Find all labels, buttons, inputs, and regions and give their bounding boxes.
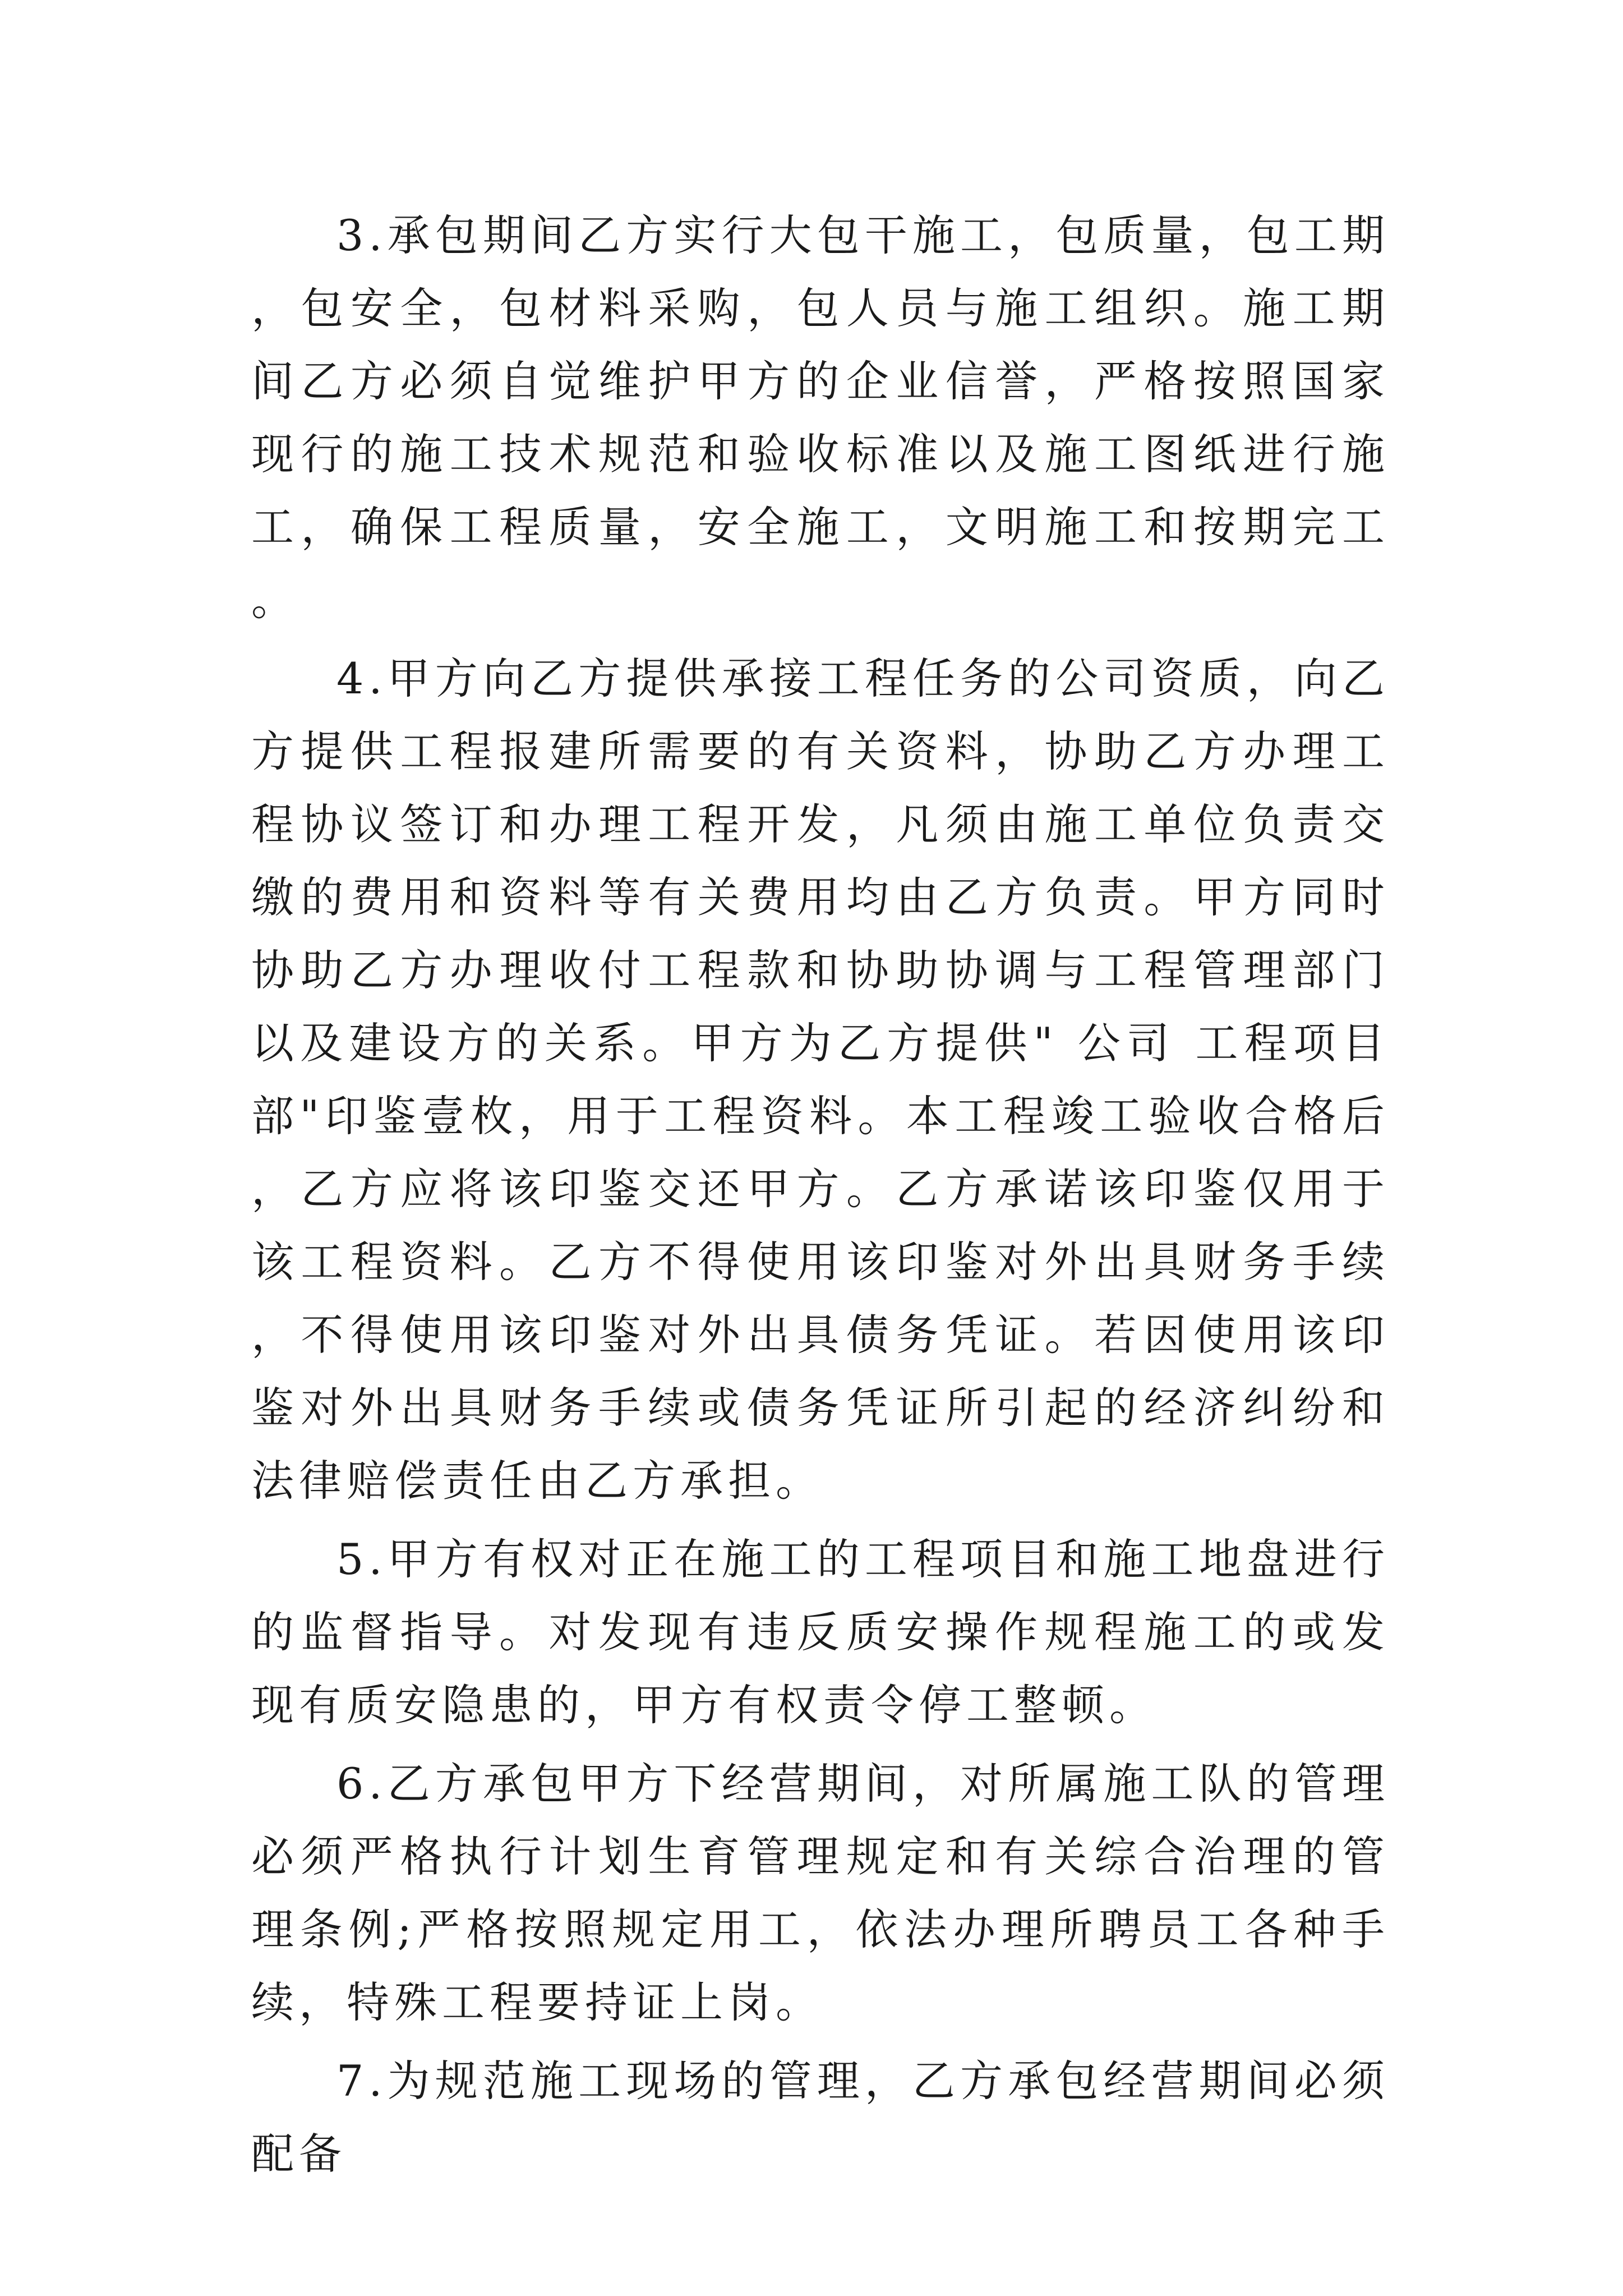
clause-4-paragraph: 4.甲方向乙方提供承接工程任务的公司资质，向乙方提供工程报建所需要的有关资料，协助乙方办理工程协议签订和办理工程开发，凡须由施工单位负责交缴的费用和资料等有关费用均由乙方负责。甲方同时协助乙方办理收付工程款和协助协调与工程管理部门以及建设方的关系。甲方为乙方提供" 公司 工程项目部"印鉴壹枚，用于工程资料。本工程竣工验收合格后，乙方应将该印鉴交还甲方。乙方承诺该印鉴仅用于该工程资料。乙方不得使用该印鉴对外出具财务手续，不得使用该印鉴对外出具债务凭证。若因使用该印鉴对外出具财务手续或债务凭证所引起的经济纠纷和法律赔偿责任由乙方承担。	[251, 654, 1390, 1506]
document-page	[251, 199, 1390, 2196]
clause-3-paragraph: 3.承包期间乙方实行大包干施工，包质量，包工期，包安全，包材料采购，包人员与施工组织。施工期间乙方必须自觉维护甲方的企业信誉，严格按照国家现行的施工技术规范和验收标准以及施工图纸进行施工，确保工程质量，安全施工，文明施工和按期完工。	[251, 210, 1390, 625]
clause-6-paragraph: 6.乙方承包甲方下经营期间，对所属施工队的管理必须严格执行计划生育管理规定和有关综合治理的管理条例;严格按照规定用工，依法办理所聘员工各种手续，特殊工程要持证上岗。	[251, 1759, 1390, 2027]
clause-5-paragraph: 5.甲方有权对正在施工的工程项目和施工地盘进行的监督指导。对发现有违反质安操作规程施工的或发现有质安隐患的，甲方有权责令停工整顿。	[251, 1534, 1390, 1730]
clause-7-paragraph: 7.为规范施工现场的管理，乙方承包经营期间必须配备	[251, 2056, 1390, 2179]
